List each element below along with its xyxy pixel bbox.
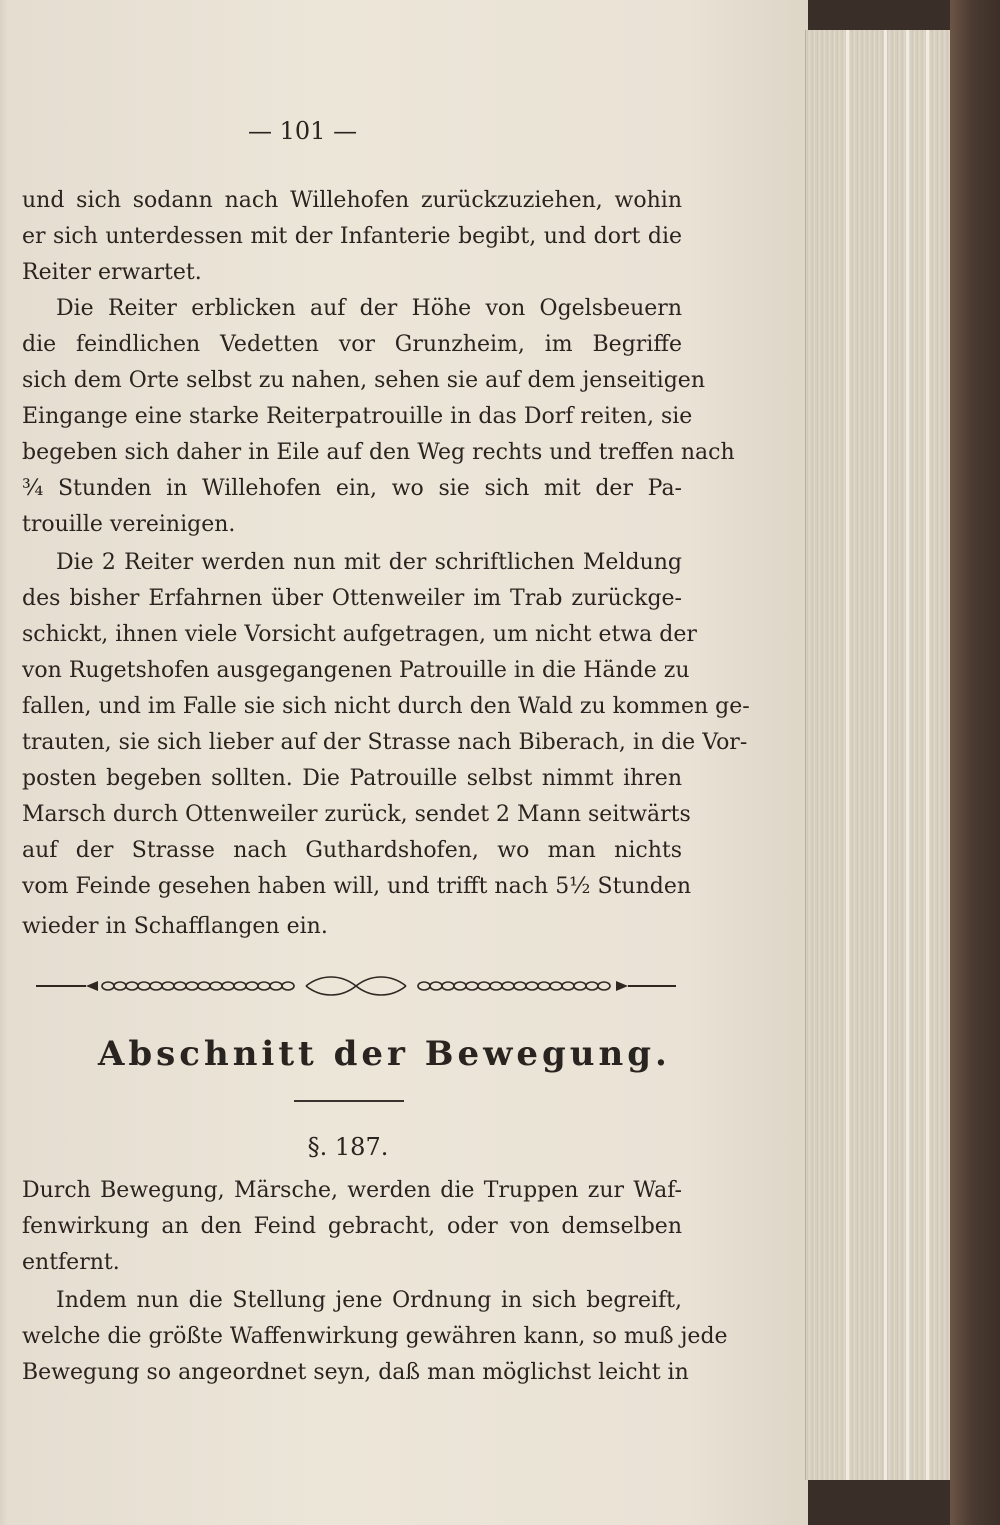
text-line	[8, 1212, 808, 1242]
text-line	[8, 912, 808, 942]
text-line	[8, 1248, 808, 1278]
text-line	[8, 800, 808, 830]
text-line	[8, 656, 808, 686]
text-line-content: sich dem Orte selbst zu nahen, sehen sie auf dem jenseitigen	[22, 368, 705, 393]
text-line-content: vom Feinde gesehen haben will, und trifft nach 5½ Stunden	[22, 874, 692, 899]
page-fold	[906, 30, 909, 1480]
text-line	[8, 728, 808, 758]
section-title: Abschnitt der Bewegung.	[98, 1034, 671, 1074]
section-number: §. 187.	[307, 1133, 389, 1161]
text-line-content: fallen, und im Falle sie sich nicht durch den Wald zu kommen ge-	[22, 694, 750, 719]
text-line	[8, 186, 808, 216]
text-line-content: fenwirkung an den Feind gebracht, oder von demselben	[22, 1214, 682, 1239]
text-line	[8, 1358, 808, 1388]
page-number: — 101 —	[248, 117, 358, 145]
page-fold	[926, 30, 929, 1480]
page-fold	[884, 30, 887, 1480]
text-line	[8, 474, 808, 504]
text-line-content: Durch Bewegung, Märsche, werden die Truppen zur Waf-	[22, 1178, 682, 1203]
text-line	[8, 438, 808, 468]
text-line-content: entfernt.	[22, 1250, 120, 1275]
text-line-content: wieder in Schafflangen ein.	[22, 914, 328, 939]
text-line-content: Indem nun die Stellung jene Ordnung in sich begreift,	[56, 1288, 682, 1313]
text-line-content: welche die größte Waffenwirkung gewähren kann, so muß jede	[22, 1324, 728, 1349]
text-line-content: schickt, ihnen viele Vorsicht aufgetragen, um nicht etwa der	[22, 622, 697, 647]
text-line	[8, 258, 808, 288]
ornament-divider	[36, 976, 676, 996]
text-line-content: trauten, sie sich lieber auf der Strasse nach Biberach, in die Vor-	[22, 730, 748, 755]
text-line-content: begeben sich daher in Eile auf den Weg rechts und treffen nach	[22, 440, 735, 465]
text-line	[8, 222, 808, 252]
text-line	[8, 764, 808, 794]
text-line	[8, 294, 808, 324]
text-line-content: von Rugetshofen ausgegangenen Patrouille in die Hände zu	[22, 658, 690, 683]
text-line	[8, 402, 808, 432]
text-line-content: trouille vereinigen.	[22, 512, 236, 537]
text-line-content: auf der Strasse nach Guthardshofen, wo man nichts	[22, 838, 682, 863]
text-line	[8, 1176, 808, 1206]
text-line-content: ¾ Stunden in Willehofen ein, wo sie sich mit der Pa-	[22, 476, 682, 501]
text-line	[8, 366, 808, 396]
text-line-content: posten begeben sollten. Die Patrouille selbst nimmt ihren	[22, 766, 682, 791]
text-line	[8, 584, 808, 614]
text-line	[8, 692, 808, 722]
text-line-content: Die 2 Reiter werden nun mit der schriftlichen Meldung	[56, 550, 682, 575]
text-line	[8, 1286, 808, 1316]
text-line-content: die feindlichen Vedetten vor Grunzheim, im Begriffe	[22, 332, 682, 357]
book-page	[8, 0, 808, 1525]
text-line	[8, 836, 808, 866]
text-line-content: des bisher Erfahrnen über Ottenweiler im Trab zurückge-	[22, 586, 682, 611]
page-stack-edge	[805, 30, 954, 1480]
text-line	[8, 620, 808, 650]
text-line	[8, 872, 808, 902]
text-line	[8, 510, 808, 540]
text-line-content: Die Reiter erblicken auf der Höhe von Ogelsbeuern	[56, 296, 682, 321]
text-line-content: Marsch durch Ottenweiler zurück, sendet 2 Mann seitwärts	[22, 802, 691, 827]
book-cover-edge	[950, 0, 1000, 1525]
text-line	[8, 1322, 808, 1352]
text-line	[8, 548, 808, 578]
text-line-content: Bewegung so angeordnet seyn, daß man möglichst leicht in	[22, 1360, 689, 1385]
text-line-content: Reiter erwartet.	[22, 260, 202, 285]
text-line-content: und sich sodann nach Willehofen zurückzuziehen, wohin	[22, 188, 682, 213]
section-rule	[294, 1100, 404, 1102]
text-line	[8, 330, 808, 360]
text-line-content: er sich unterdessen mit der Infanterie begibt, und dort die	[22, 224, 682, 249]
page-fold	[846, 30, 849, 1480]
text-line-content: Eingange eine starke Reiterpatrouille in das Dorf reiten, sie	[22, 404, 693, 429]
